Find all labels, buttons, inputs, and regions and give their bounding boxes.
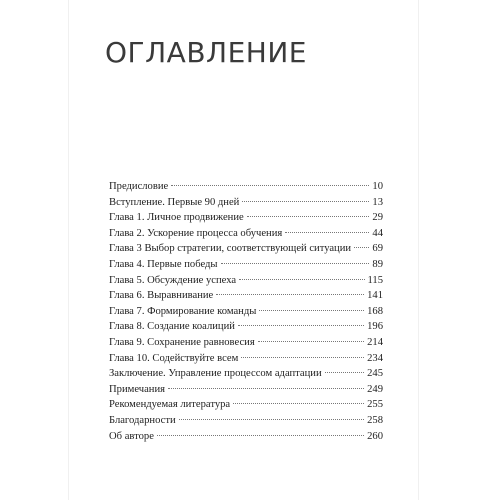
toc-entry-label: Глава 7. Формирование команды (109, 305, 257, 317)
toc-leader-dots (221, 263, 370, 264)
toc-entry (109, 366, 383, 382)
toc-leader-dots (157, 435, 364, 436)
toc-entry-page: 115 (367, 274, 383, 286)
toc-entry (109, 241, 383, 257)
toc-entry-page: 141 (367, 290, 383, 302)
toc-entry-label: Благодарности (109, 414, 176, 426)
toc-entry (109, 382, 383, 398)
toc-entry-page: 255 (367, 399, 383, 411)
toc-entry-label: Примечания (109, 383, 165, 395)
toc-leader-dots (216, 294, 364, 295)
toc-entry (109, 413, 383, 429)
toc-entry-page: 260 (367, 430, 383, 442)
toc-entry (109, 257, 383, 273)
toc-leader-dots (259, 310, 364, 311)
toc-entry (109, 273, 383, 289)
toc-leader-dots (239, 279, 364, 280)
toc-entry-label: Глава 5. Обсуждение успеха (109, 274, 237, 286)
toc-entry (109, 226, 383, 242)
toc-entry (109, 288, 383, 304)
toc-entry (109, 351, 383, 367)
toc-entry-label: Заключение. Управление процессом адаптации (109, 368, 322, 380)
toc-entry-page: 234 (367, 352, 383, 364)
toc-leader-dots (258, 341, 364, 342)
toc-leader-dots (285, 232, 369, 233)
toc-entry-page: 29 (372, 212, 383, 224)
toc-entry (109, 397, 383, 413)
toc-leader-dots (247, 216, 370, 217)
toc-entry (109, 304, 383, 320)
toc-entry (109, 210, 383, 226)
toc-entry-page: 258 (367, 414, 383, 426)
toc-entry-page: 13 (372, 196, 383, 208)
toc-entry-page: 44 (372, 227, 383, 239)
toc-leader-dots (354, 247, 369, 248)
toc-entry-page: 10 (372, 181, 383, 192)
toc-entry-page: 214 (367, 336, 383, 348)
toc-leader-dots (241, 357, 364, 358)
book-page (69, 0, 418, 500)
toc-entry-label: Рекомендуемая литература (109, 399, 231, 411)
toc-entry-page: 196 (367, 321, 383, 333)
page-title: ОГЛАВЛЕНИЕ (105, 36, 307, 69)
toc-entry-label: Глава 1. Личное продвижение (109, 212, 244, 224)
toc-entry (109, 179, 383, 195)
toc-entry-label: Глава 3 Выбор стратегии, соответствующей ситуации (109, 243, 352, 255)
toc-leader-dots (233, 403, 364, 404)
toc-leader-dots (242, 201, 369, 202)
toc-entry (109, 429, 383, 445)
toc-entry-label: Глава 2. Ускорение процесса обучения (109, 227, 283, 239)
toc-entry-page: 168 (367, 305, 383, 317)
toc-entry-label: Глава 6. Выравнивание (109, 290, 214, 302)
toc-entry-page: 89 (372, 258, 383, 270)
toc-entry-label: Вступление. Первые 90 дней (109, 196, 240, 208)
toc-entry (109, 195, 383, 211)
toc-leader-dots (168, 388, 364, 389)
toc-leader-dots (325, 372, 364, 373)
toc-entry-label: Глава 8. Создание коалиций (109, 321, 235, 333)
toc-leader-dots (171, 185, 369, 186)
toc-entry-label: Об авторе (109, 430, 154, 442)
toc-entry-label: Глава 10. Содействуйте всем (109, 352, 239, 364)
toc-entry-page: 249 (367, 383, 383, 395)
toc-leader-dots (238, 325, 364, 326)
toc-entry (109, 335, 383, 351)
toc-entry-label: Глава 9. Сохранение равновесия (109, 336, 255, 348)
toc-entry-label: Предисловие (109, 181, 169, 192)
toc-leader-dots (179, 419, 364, 420)
toc-entry (109, 319, 383, 335)
toc-entry-page: 245 (367, 368, 383, 380)
toc-entry-label: Глава 4. Первые победы (109, 258, 218, 270)
table-of-contents (109, 179, 383, 444)
toc-entry-page: 69 (372, 243, 383, 255)
